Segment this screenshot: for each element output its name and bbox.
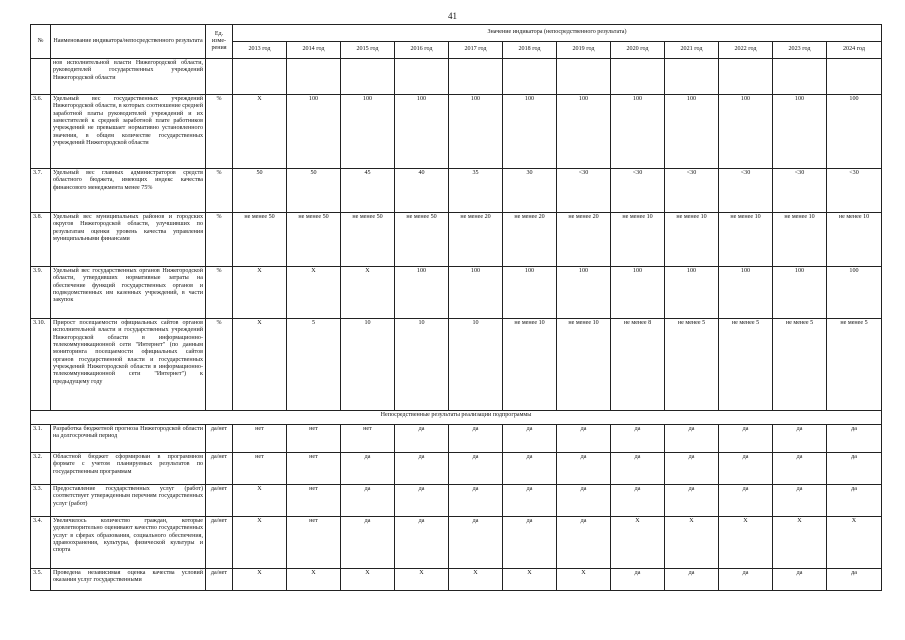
row-value: нет	[287, 517, 341, 569]
result-rows	[31, 425, 882, 591]
row-value: да	[611, 485, 665, 517]
row-number	[31, 59, 51, 95]
row-value: <30	[557, 169, 611, 213]
header-year: 2014 год	[287, 42, 341, 59]
table-row	[31, 485, 882, 517]
table-row	[31, 95, 882, 169]
header-year: 2018 год	[503, 42, 557, 59]
row-value: да	[827, 425, 882, 453]
table-row	[31, 453, 882, 485]
row-unit: %	[206, 319, 233, 411]
row-value: 100	[827, 95, 882, 169]
row-value: да	[503, 453, 557, 485]
row-value	[611, 59, 665, 95]
row-value: 100	[773, 95, 827, 169]
row-value: 100	[611, 267, 665, 319]
row-value: нет	[233, 425, 287, 453]
row-value: 10	[395, 319, 449, 411]
row-value: <30	[719, 169, 773, 213]
row-value: Х	[449, 569, 503, 591]
row-value: не менее 10	[503, 319, 557, 411]
header-year: 2023 год	[773, 42, 827, 59]
header-year: 2019 год	[557, 42, 611, 59]
row-value: не менее 10	[611, 213, 665, 267]
row-value: 100	[557, 95, 611, 169]
row-unit: да/нет	[206, 485, 233, 517]
row-value	[773, 59, 827, 95]
row-value: не менее 10	[719, 213, 773, 267]
row-value: Х	[665, 517, 719, 569]
row-number: 3.2.	[31, 453, 51, 485]
row-value: Х	[233, 319, 287, 411]
row-value: <30	[827, 169, 882, 213]
row-value: Х	[611, 517, 665, 569]
header-year: 2013 год	[233, 42, 287, 59]
row-value: да	[557, 517, 611, 569]
section-title: Непосредственные результаты реализации подпрограммы	[31, 411, 882, 425]
row-value: 45	[341, 169, 395, 213]
row-value: да	[395, 517, 449, 569]
row-value: не менее 20	[557, 213, 611, 267]
row-value: 100	[827, 267, 882, 319]
row-value: 10	[449, 319, 503, 411]
row-value: да	[449, 485, 503, 517]
row-value: не менее 50	[233, 213, 287, 267]
row-value: 100	[773, 267, 827, 319]
row-value: Х	[233, 517, 287, 569]
row-value: да	[665, 569, 719, 591]
row-value: 10	[341, 319, 395, 411]
row-value: не менее 10	[827, 213, 882, 267]
row-value: да	[449, 453, 503, 485]
row-value: 35	[449, 169, 503, 213]
header-value: Значение индикатора (непосредственного результата)	[233, 25, 882, 42]
table-row	[31, 319, 882, 411]
row-value: 100	[395, 267, 449, 319]
table-row	[31, 425, 882, 453]
row-name: Разработка бюджетной прогноза Нижегородской области на долгосрочный период	[51, 425, 206, 453]
row-value: да	[827, 485, 882, 517]
row-name: Областной бюджет сформирован в программном формате с учетом планируемых результатов по государственным программам	[51, 453, 206, 485]
row-value: 5	[287, 319, 341, 411]
row-unit	[206, 59, 233, 95]
row-value: Х	[341, 569, 395, 591]
header-year: 2016 год	[395, 42, 449, 59]
row-value	[341, 59, 395, 95]
row-value: 50	[287, 169, 341, 213]
row-unit: да/нет	[206, 453, 233, 485]
row-value: Х	[233, 267, 287, 319]
indicator-rows	[31, 59, 882, 411]
row-number: 3.7.	[31, 169, 51, 213]
row-value: да	[395, 485, 449, 517]
row-value: не менее 5	[773, 319, 827, 411]
row-unit: %	[206, 267, 233, 319]
header-unit: Ед. изме-рения	[206, 25, 233, 59]
row-value: 100	[719, 95, 773, 169]
row-unit: %	[206, 95, 233, 169]
row-value: 100	[611, 95, 665, 169]
row-value: Х	[773, 517, 827, 569]
row-value	[719, 59, 773, 95]
header-year: 2020 год	[611, 42, 665, 59]
row-value: да	[665, 425, 719, 453]
row-value: да	[719, 485, 773, 517]
row-value: да	[773, 453, 827, 485]
row-value: да	[719, 453, 773, 485]
header-year: 2021 год	[665, 42, 719, 59]
row-value: 100	[449, 267, 503, 319]
row-value: Х	[395, 569, 449, 591]
row-value: да	[611, 425, 665, 453]
row-value: да	[449, 517, 503, 569]
row-value: не менее 5	[719, 319, 773, 411]
row-value: Х	[503, 569, 557, 591]
header-year: 2015 год	[341, 42, 395, 59]
row-value	[665, 59, 719, 95]
row-name: Удельный вес главных администраторов средств областного бюджета, имеющих индекс качества финансового менеджмента менее 75%	[51, 169, 206, 213]
row-value: <30	[665, 169, 719, 213]
row-name: нов исполнительной власти Нижегородской области, руководителей государственных учреждений Нижегородской области	[51, 59, 206, 95]
row-value: Х	[341, 267, 395, 319]
row-value: не менее 10	[773, 213, 827, 267]
row-value: да	[611, 569, 665, 591]
row-value: 100	[557, 267, 611, 319]
row-value	[557, 59, 611, 95]
row-value: 100	[503, 95, 557, 169]
row-number: 3.1.	[31, 425, 51, 453]
row-value: нет	[287, 425, 341, 453]
row-value: не менее 5	[665, 319, 719, 411]
row-value: да	[773, 485, 827, 517]
row-value: да	[773, 569, 827, 591]
row-value: не менее 20	[503, 213, 557, 267]
row-value: да	[395, 453, 449, 485]
row-value: да	[665, 453, 719, 485]
row-value: не менее 50	[395, 213, 449, 267]
row-value: 100	[449, 95, 503, 169]
row-value: 30	[503, 169, 557, 213]
row-name: Прирост посещаемости официальных сайтов органов исполнительной власти и государственных учреждений Нижегородской области в информационно-телекоммуникационной сети "Интернет" (по данным мониторинга посещаемости официальных сайтов органов государственной власти и государственных учреждений Нижегородской области в информационно-телекоммуникационной сети "Интернет") к предыдущему году	[51, 319, 206, 411]
header-year: 2024 год	[827, 42, 882, 59]
table-row	[31, 169, 882, 213]
row-value: 100	[395, 95, 449, 169]
header-no: №	[31, 25, 51, 59]
row-number: 3.3.	[31, 485, 51, 517]
row-name: Удельный вес государственных органов Нижегородской области, утвердивших нормативные затраты на обеспечение функций государственных органов и подведомственных им казенных учреждений, в части закупок	[51, 267, 206, 319]
row-value: Х	[557, 569, 611, 591]
table-row	[31, 267, 882, 319]
row-value: 100	[503, 267, 557, 319]
row-value: да	[557, 425, 611, 453]
row-value: Х	[233, 569, 287, 591]
row-value: да	[827, 569, 882, 591]
row-value: да	[395, 425, 449, 453]
row-value: не менее 50	[287, 213, 341, 267]
row-value: нет	[341, 425, 395, 453]
row-value: да	[665, 485, 719, 517]
row-value: Х	[233, 95, 287, 169]
row-value: да	[503, 425, 557, 453]
row-value	[503, 59, 557, 95]
row-number: 3.10.	[31, 319, 51, 411]
row-value: Х	[287, 267, 341, 319]
header-year: 2022 год	[719, 42, 773, 59]
row-value: да	[503, 485, 557, 517]
row-number: 3.5.	[31, 569, 51, 591]
row-value: да	[719, 569, 773, 591]
row-number: 3.6.	[31, 95, 51, 169]
table-row	[31, 569, 882, 591]
table-row	[31, 213, 882, 267]
row-value: Х	[287, 569, 341, 591]
row-value: да	[341, 485, 395, 517]
header-year: 2017 год	[449, 42, 503, 59]
row-value: да	[557, 453, 611, 485]
row-value: да	[719, 425, 773, 453]
row-unit: %	[206, 213, 233, 267]
table-row	[31, 59, 882, 95]
table-row	[31, 517, 882, 569]
row-name: Предоставление государственных услуг (работ) соответствует утвержденным перечням государственных услуг (работ)	[51, 485, 206, 517]
row-value	[395, 59, 449, 95]
row-value: Х	[233, 485, 287, 517]
row-value: 100	[719, 267, 773, 319]
header-name: Наименование индикатора/непосредственного результата	[51, 25, 206, 59]
row-value: да	[449, 425, 503, 453]
row-value: 100	[665, 267, 719, 319]
row-value: <30	[611, 169, 665, 213]
row-name: Удельный вес государственных учреждений Нижегородской области, в которых соотношение средней заработной платы руководителей учреждений и их заместителей к средней заработной плате работников учреждений не превышает нормативно установленного значения, в общем количестве государственных учреждений Нижегородской области	[51, 95, 206, 169]
row-name: Удельный вес муниципальных районов и городских округов Нижегородской области, улучшивших по результатам оценки уровень качества управления муниципальными финансами	[51, 213, 206, 267]
row-value: не менее 20	[449, 213, 503, 267]
row-value: Х	[827, 517, 882, 569]
row-name: Проведена независимая оценка качества условий оказания услуг государственными	[51, 569, 206, 591]
row-value: не менее 5	[827, 319, 882, 411]
row-value: не менее 10	[557, 319, 611, 411]
row-value: 40	[395, 169, 449, 213]
indicator-table	[30, 24, 882, 591]
row-value: 100	[287, 95, 341, 169]
row-value: да	[773, 425, 827, 453]
row-number: 3.9.	[31, 267, 51, 319]
row-value: нет	[233, 453, 287, 485]
row-value	[827, 59, 882, 95]
row-number: 3.8.	[31, 213, 51, 267]
row-value: да	[827, 453, 882, 485]
row-value: 50	[233, 169, 287, 213]
row-value: не менее 50	[341, 213, 395, 267]
row-value	[449, 59, 503, 95]
row-value: не менее 10	[665, 213, 719, 267]
row-value: Х	[719, 517, 773, 569]
row-value: да	[503, 517, 557, 569]
row-value: 100	[665, 95, 719, 169]
row-value: да	[611, 453, 665, 485]
row-value: да	[557, 485, 611, 517]
row-number: 3.4.	[31, 517, 51, 569]
row-value: нет	[287, 485, 341, 517]
row-unit: %	[206, 169, 233, 213]
row-value	[287, 59, 341, 95]
row-unit: да/нет	[206, 569, 233, 591]
row-value: не менее 8	[611, 319, 665, 411]
row-value: <30	[773, 169, 827, 213]
row-value: 100	[341, 95, 395, 169]
row-unit: да/нет	[206, 425, 233, 453]
row-name: Увеличилось количество граждан, которые удовлетворительно оценивают качество государственных услуг в сферах образования, социального обеспечения, здравоохранения, культуры, физической культуры и спорта	[51, 517, 206, 569]
row-value: да	[341, 517, 395, 569]
row-value: да	[341, 453, 395, 485]
page-number: 41	[448, 11, 457, 21]
row-value: нет	[287, 453, 341, 485]
row-value	[233, 59, 287, 95]
row-unit: да/нет	[206, 517, 233, 569]
